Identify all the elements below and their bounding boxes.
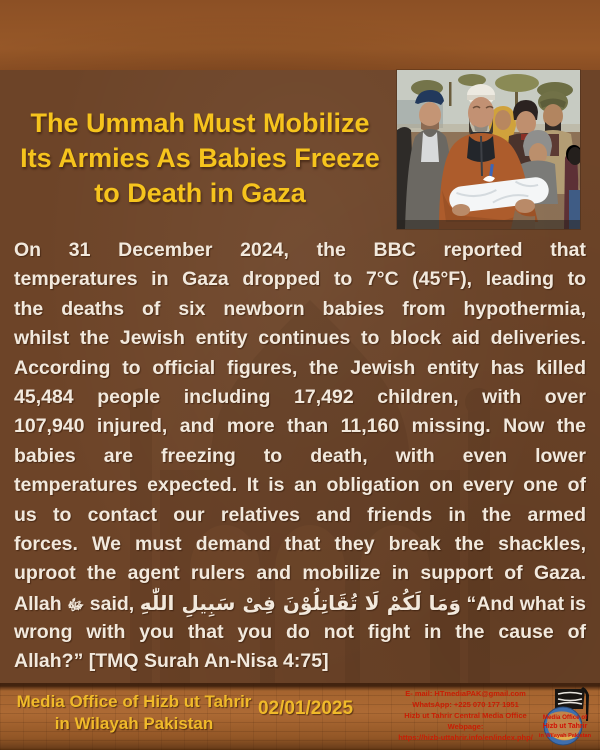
headline-line-1: The Ummah Must Mobilize — [30, 108, 370, 138]
org-name-line-1: Media Office of Hizb ut Tahrir — [16, 692, 252, 711]
body-line: uproot the agent rulers and mobilize in support of Gaza. — [14, 562, 586, 585]
body-line: According to official figures, the Jewish entity has killed — [14, 356, 586, 379]
body-line: us to contact our relatives and friends in the armed — [14, 503, 586, 526]
contact-whatsapp: WhatsApp: +225 070 177 1951 — [412, 700, 519, 709]
org-name — [14, 691, 254, 735]
body-line: 45,484 people including 17,492 children, with over — [14, 385, 586, 408]
org-logo — [537, 685, 595, 747]
release-date: 02/01/2025 — [257, 698, 354, 719]
body-line: temperatures in Gaza dropped to 7°C (45°F), leading to — [14, 268, 586, 291]
quote-translation-line: wrong with you that you do not fight in the cause of — [14, 621, 586, 644]
logo-text-line-3: in Wilayah Pakistan — [538, 733, 592, 739]
headline-line-2: Its Armies As Babies Freeze — [20, 143, 380, 173]
body-line: On 31 December 2024, the BBC reported that — [14, 239, 586, 261]
body-paragraph — [14, 236, 586, 677]
contact-email: E- mail: HTmediaPAK@gmail.com — [405, 689, 526, 698]
headline-line-3: to Death in Gaza — [94, 178, 306, 208]
top-band-decoration — [0, 0, 600, 70]
contact-block — [393, 688, 538, 743]
logo-text-line-2: Hizb ut Tahrir — [542, 723, 588, 730]
body-line: forces. We must demand that they break the shackles, — [14, 532, 586, 555]
contact-webpage-url: https://hizb-uttahrir.info/en/index.php/ — [398, 733, 533, 742]
contact-webpage-label: Hizb ut Tahrir Central Media Office Webpage: — [404, 711, 527, 731]
body-line: whilst the Jewish entity continues to block aid deliveries. — [14, 327, 586, 350]
body-line: temperatures expected. It is an obligation on every one of — [14, 474, 586, 497]
org-name-line-2: in Wilayah Pakistan — [54, 714, 214, 733]
quote-translation-start: “And what is — [466, 592, 586, 615]
footer-strip — [0, 683, 600, 750]
honorific-swt-glyph: ﷻ — [67, 595, 85, 614]
body-line: 107,940 injured, and more than 11,160 missing. Now the — [14, 415, 586, 438]
quote-line — [14, 589, 586, 618]
headline — [8, 106, 392, 211]
body-line: the deaths of six newborn babies from hypothermia, — [14, 297, 586, 320]
body-line: babies are freezing to death, with even lower — [14, 444, 586, 467]
logo-text-line-1: Media Office of — [542, 714, 588, 721]
quote-pre: Allah — [14, 592, 62, 615]
quote-said: said, — [89, 592, 135, 615]
quote-reference-line: Allah?” [TMQ Surah An-Nisa 4:75] — [14, 650, 329, 673]
news-photo — [397, 70, 580, 229]
quran-arabic-text: وَمَا لَكُمْ لَا تُقَاتِلُوْنَ فِىْ سَبِيلِ اللّٰهِ — [139, 590, 461, 615]
